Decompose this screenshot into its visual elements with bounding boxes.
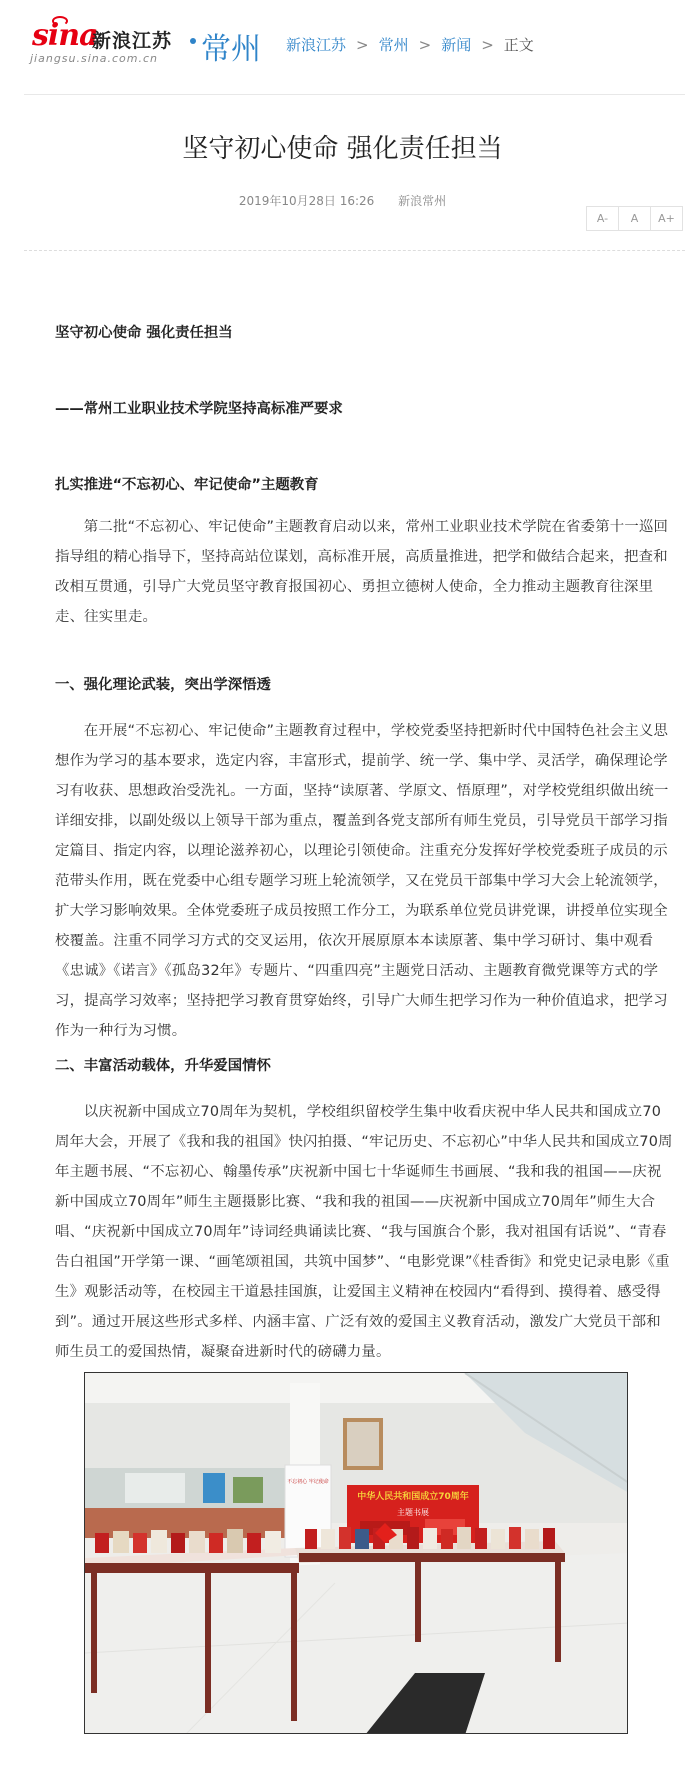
chevron-right-icon: > [418,35,432,54]
meta-divider [24,250,685,251]
breadcrumb-current: 正文 [503,36,534,54]
sina-jiangsu-logo[interactable] [30,14,180,70]
article-section-heading-2: 二、丰富活动载体，升华爱国情怀 [55,1058,271,1074]
article-source[interactable]: 新浪常州 [398,194,447,208]
site-header [0,0,685,80]
sina-logo-text: sina [32,18,98,53]
article-heading-subtitle: ——常州工业职业技术学院坚持高标准严要求 [55,401,343,417]
breadcrumb-link-jiangsu[interactable]: 新浪江苏 [286,36,347,54]
article-title: 坚守初心使命 强化责任担当 [182,134,503,164]
article-photo-book-exhibition [84,1372,628,1734]
font-normal-button[interactable]: A [618,206,651,231]
article-paragraph-section-2: 以庆祝新中国成立70周年为契机，学校组织留校学生集中收看庆祝中华人民共和国成立70周年大会，开展了《我和我的祖国》快闪拍摄、“牢记历史、不忘初心”中华人民共和国成立70周年主题书展、“不忘初心、翰墨传承”庆祝新中国七十华诞师生书画展、“我和我的祖国——庆祝新中国成立70周年”师生主题摄影比赛、“我和我的祖国——庆祝新中国成立70周年”师生大合唱、“庆祝新中国成立70周年”诗词经典诵读比赛、“我与国旗合个影，我对祖国有话说”、“青春告白祖国”开学第一课、“画笔颂祖国，共筑中国梦”、“电影党课”《桂香街》和党史记录电影《重生》观影活动等，在校园主干道悬挂国旗，让爱国主义精神在校园内“看得到、摸得着、感受得到”。通过开展这些形式多样、内涵丰富、广泛有效的爱国主义教育活动，激发广大党员干部和师生员工的爱国热情，凝聚奋进新时代的磅礴力量。 [55,1104,673,1360]
font-size-controls [586,206,682,231]
article-heading-main: 坚守初心使命 强化责任担当 [55,325,233,341]
article-date: 2019年10月28日 16:26 [238,194,375,208]
banner-title: 中华人民共和国成立70周年 [357,1492,469,1502]
header-divider [24,94,685,95]
chevron-right-icon: > [356,35,369,54]
banner-subtitle: 主题书展 [397,1508,429,1517]
poster-text: 不忘初心 牢记使命 [287,1479,329,1485]
article-section-heading-1: 一、强化理论武装，突出学深悟透 [55,677,271,693]
sina-eye-icon [52,16,68,26]
book-exhibition-image [85,1373,628,1734]
city-channel-link[interactable]: 常州 [201,32,261,67]
city-dot-icon [190,38,196,44]
breadcrumb [286,34,534,55]
article-heading-theme: 扎实推进“不忘初心、牢记使命”主题教育 [55,477,319,493]
font-smaller-button[interactable]: A- [586,206,619,231]
article-meta [0,192,685,209]
font-larger-button[interactable]: A+ [650,206,683,231]
breadcrumb-link-news[interactable]: 新闻 [441,36,472,54]
article-paragraph-intro: 第二批“不忘初心、牢记使命”主题教育启动以来，常州工业职业技术学院在省委第十一巡回指导组的精心指导下，坚持高站位谋划，高标准开展，高质量推进，把学和做结合起来，把查和改相互贯通，引导广大党员坚守教育报国初心、勇担立德树人使命，全力推动主题教育往深里走、往实里走。 [55,519,669,625]
logo-url: jiangsu.sina.com.cn [30,52,159,65]
breadcrumb-link-changzhou[interactable]: 常州 [378,36,409,54]
logo-site-name: 新浪江苏 [92,30,173,52]
chevron-right-icon: > [481,35,494,54]
article-paragraph-section-1: 在开展“不忘初心、牢记使命”主题教育过程中，学校党委坚持把新时代中国特色社会主义思想作为学习的基本要求，选定内容，丰富形式，提前学、统一学、集中学、灵活学，确保理论学习有收获、思想政治受洗礼。一方面，坚持“读原著、学原文、悟原理”，对学校党组织做出统一详细安排，以副处级以上领导干部为重点，覆盖到各党支部所有师生党员，引导党员干部学习指定篇目、指定内容，以理论滋养初心，以理论引领使命。注重充分发挥好学校党委班子成员的示范带头作用，既在党委中心组专题学习班上轮流领学，又在党员干部集中学习大会上轮流领学，扩大学习影响效果。全体党委班子成员按照工作分工，为联系单位党员讲党课，讲授单位实现全校覆盖。注重不同学习方式的交叉运用，依次开展原原本本读原著、集中学习研讨、集中观看《忠诚》《诺言》《孤岛32年》专题片、“四重四亮”主题党日活动、主题教育微党课等方式的学习，提高学习效率；坚持把学习教育贯穿始终，引导广大师生把学习作为一种价值追求，把学习作为一种行为习惯。 [55,723,669,1039]
